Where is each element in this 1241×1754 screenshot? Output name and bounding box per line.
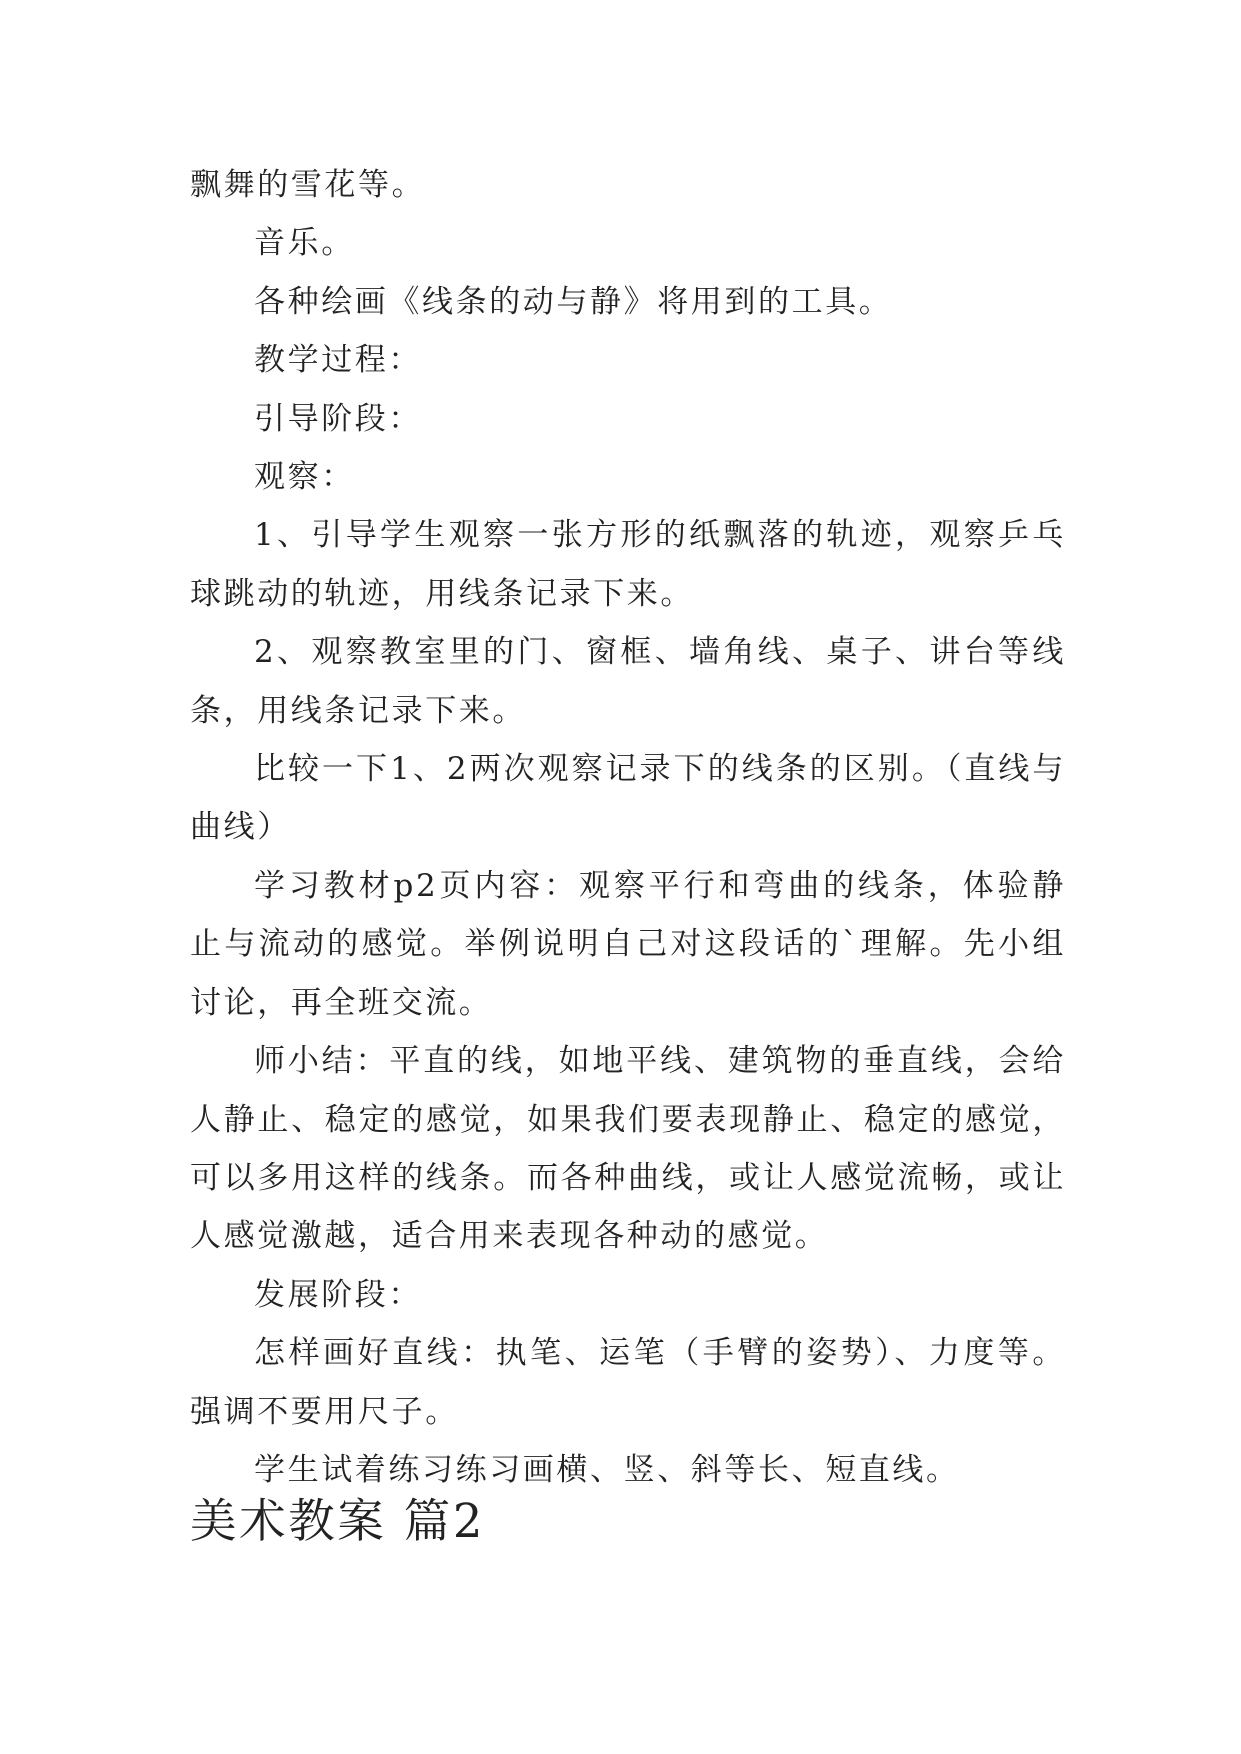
- paragraph-guide-stage: 引导阶段：: [254, 400, 422, 437]
- paragraph-music: 音乐。: [254, 225, 355, 262]
- document-body: [190, 156, 1066, 1549]
- paragraph-teacher-summary: 师小结：平直的线，如地平线、建筑物的垂直线，会给人静止、稳定的感觉，如果我们要表现静止、稳定的感觉，可以多用这样的线条。而各种曲线，或让人感觉流畅，或让人感觉激越，适合用来表现各种动的感觉。: [190, 1043, 1066, 1255]
- paragraph-tools: 各种绘画《线条的动与静》将用到的工具。: [254, 283, 893, 320]
- paragraph-observe-2: 2、观察教室里的门、窗框、墙角线、桌子、讲台等线条，用线条记录下来。: [190, 634, 1066, 729]
- paragraph-continuation: 飘舞的雪花等。: [190, 167, 426, 203]
- paragraph-textbook: 学习教材p2页内容：观察平行和弯曲的线条，体验静止与流动的感觉。举例说明自己对这段话的`理解。先小组讨论，再全班交流。: [190, 867, 1066, 1021]
- section-heading: 美术教案 篇2: [190, 1494, 486, 1549]
- paragraph-observe-1: 1、引导学生观察一张方形的纸飘落的轨迹，观察乒乓球跳动的轨迹，用线条记录下来。: [190, 517, 1066, 612]
- paragraph-teaching-process: 教学过程：: [254, 342, 422, 379]
- paragraph-observe: 观察：: [254, 459, 355, 496]
- paragraph-draw-lines: 怎样画好直线：执笔、运笔（手臂的姿势）、力度等。强调不要用尺子。: [190, 1335, 1066, 1430]
- paragraph-development-stage: 发展阶段：: [254, 1276, 422, 1313]
- paragraph-compare: 比较一下1、2两次观察记录下的线条的区别。（直线与曲线）: [190, 751, 1066, 846]
- paragraph-practice: 学生试着练习练习画横、竖、斜等长、短直线。: [254, 1451, 960, 1488]
